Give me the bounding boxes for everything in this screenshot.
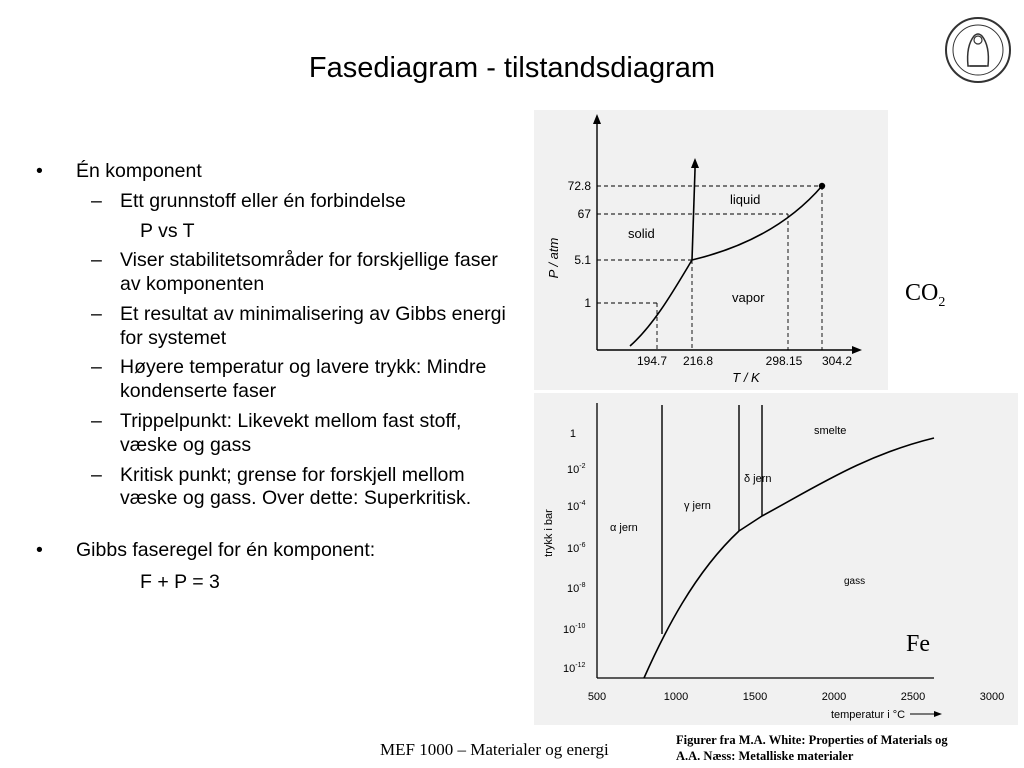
sub-bullet-text: Et resultat av minimalisering av Gibbs energi for systemet: [120, 302, 506, 349]
x-tick-label: 500: [587, 691, 607, 703]
dash-mark: –: [91, 356, 102, 379]
x-axis-arrow-icon: [852, 346, 862, 354]
y-axis-label: trykk i bar: [543, 509, 555, 557]
slide-footer: MEF 1000 – Materialer og energi: [380, 740, 609, 759]
y-tick-label: 5.1: [574, 253, 591, 267]
university-seal-icon: [944, 16, 1012, 84]
region-label-liquid: liquid: [730, 192, 761, 207]
co2-label-subscript: 2: [938, 294, 946, 310]
bullet-mark: •: [36, 539, 43, 562]
dash-mark: –: [91, 463, 102, 486]
gamma-delta-gas-curve: [739, 516, 762, 531]
co2-label-text: CO: [905, 280, 939, 306]
figure-credits: [676, 733, 1016, 764]
melting-curve: [692, 170, 695, 260]
x-tick-label: 2000: [821, 691, 847, 703]
bullet-item: [36, 539, 506, 563]
bullet-list: [36, 160, 506, 595]
y-tick-label: 67: [577, 207, 591, 221]
fe-label: Fe: [906, 631, 930, 657]
co2-phase-diagram: [534, 110, 888, 390]
y-tick-label: $10^{-6}$: [567, 542, 586, 555]
x-tick-label: 3000: [979, 691, 1005, 703]
region-label-solid: solid: [628, 226, 655, 241]
fe-phase-diagram: [534, 393, 1018, 725]
sub-bullet-text: Kritisk punkt; grense for forskjell mellom væske og gass. Over dette: Superkritisk.: [120, 463, 472, 510]
dash-mark: –: [91, 302, 102, 325]
y-tick-label: 1: [584, 296, 591, 310]
co2-label: [905, 280, 945, 311]
sub-bullet-text: Viser stabilitetsområder for forskjellige faser av komponenten: [120, 249, 498, 296]
sub-bullet-item: [36, 249, 506, 297]
melting-curve-arrow-icon: [691, 158, 699, 168]
x-tick-label: 194.7: [636, 354, 668, 368]
sub-bullet-item: [36, 190, 506, 214]
y-tick-label: 1: [569, 428, 576, 440]
credits-line: Figurer fra M.A. White: Properties of Materials og: [676, 733, 948, 747]
y-tick-labels: [563, 428, 586, 675]
bullet-mark: •: [36, 160, 43, 182]
region-label-gas: gass: [844, 576, 866, 587]
dash-mark: –: [91, 189, 102, 212]
y-tick-label: $10^{-4}$: [567, 500, 586, 513]
sub-bullet-item: [36, 356, 506, 404]
sub-bullet-text: Ett grunnstoff eller én forbindelse: [120, 189, 406, 212]
sub-bullet-text: Høyere temperatur og lavere trykk: Mindre kondenserte faser: [120, 356, 487, 403]
vapor-pressure-curve: [762, 438, 934, 516]
region-label-delta-iron: δ jern: [744, 473, 772, 485]
region-label-gamma-iron: γ jern: [684, 500, 711, 512]
y-tick-label: $10^{-12}$: [563, 662, 586, 675]
sub-bullet-text: Trippelpunkt: Likevekt mellom fast stoff, væske og gass: [120, 410, 462, 456]
bullet-text: Gibbs faseregel for én komponent:: [76, 539, 376, 562]
x-tick-label: 1000: [663, 691, 689, 703]
bullet-item: [36, 160, 506, 184]
x-tick-label: 2500: [900, 691, 926, 703]
bullet-extra-text: F + P = 3: [140, 570, 220, 593]
y-tick-label: $10^{-2}$: [567, 463, 586, 476]
dash-mark: –: [91, 249, 102, 272]
x-axis-label: T / K: [732, 370, 760, 385]
x-axis-arrow-icon: [934, 711, 942, 717]
y-tick-label: $10^{-10}$: [563, 623, 586, 636]
y-axis-label: P / atm: [546, 237, 561, 279]
y-tick-label: $10^{-8}$: [567, 582, 586, 595]
y-axis-arrow-icon: [593, 114, 601, 124]
guide-lines: [597, 186, 822, 350]
credits-line: A.A. Næss: Metalliske materialer: [676, 748, 854, 763]
slide-title: Fasediagram - tilstandsdiagram: [308, 52, 716, 84]
y-tick-label: 72.8: [567, 179, 591, 193]
sublimation-curve: [644, 531, 739, 678]
region-label-melt: smelte: [814, 425, 847, 437]
dash-mark: –: [91, 410, 102, 433]
bullet-text: Én komponent: [76, 160, 202, 182]
x-tick-label: 298.15: [765, 354, 803, 368]
x-tick-label: 304.2: [821, 354, 853, 368]
x-tick-label: 1500: [742, 691, 768, 703]
x-tick-label: 216.8: [682, 354, 714, 368]
x-axis-label: temperatur i °C: [830, 709, 906, 721]
region-label-alpha-iron: α jern: [610, 522, 638, 534]
region-label-vapor: vapor: [732, 290, 765, 305]
sub-bullet-item: [36, 464, 506, 512]
sub-bullet-extra-text: P vs T: [140, 219, 195, 242]
sub-bullet-item: [36, 303, 506, 351]
sub-bullet-item: [36, 410, 506, 458]
critical-point-marker: [819, 183, 825, 189]
